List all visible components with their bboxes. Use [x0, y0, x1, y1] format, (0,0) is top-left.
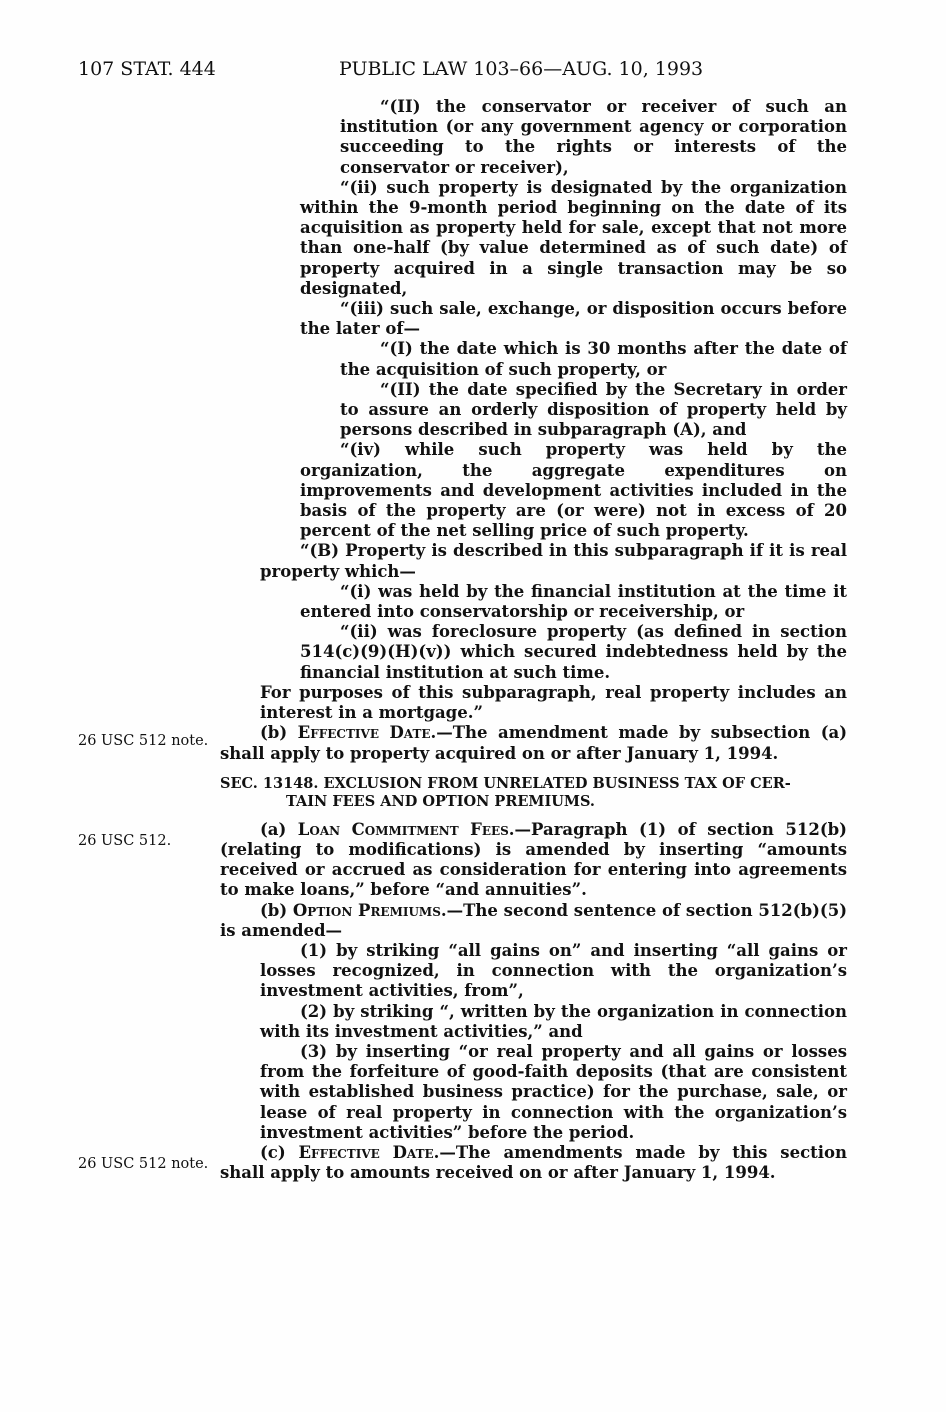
paragraph-text: —The second sentence of section 512(b)(5) is amended—	[220, 900, 848, 940]
paragraph: (3) by inserting “or real property and all gains or losses from the forfeiture of good-faith deposits (that are consistent with established business practice) for the purchase, sale, or lease of real property in connection with the organization’s investment activities” before the period.	[260, 1041, 847, 1142]
paragraph-heading: Effective Date.	[297, 723, 437, 743]
section-heading-line: SEC. 13148. EXCLUSION FROM UNRELATED BUSINESS TAX OF CER-	[220, 774, 791, 792]
margin-note: 26 USC 512 note.	[78, 733, 209, 749]
public-law-title: PUBLIC LAW 103–66—AUG. 10, 1993	[339, 58, 704, 80]
paragraph-heading: Effective Date.	[298, 1142, 440, 1162]
margin-note: 26 USC 512 note.	[78, 1156, 209, 1172]
paragraph: “(ii) was foreclosure property (as defined in section 514(c)(9)(H)(v)) which secured indebtedness held by the financial institution at such time.	[300, 622, 847, 682]
paragraph: “(iii) such sale, exchange, or disposition occurs before the later of—	[300, 299, 847, 339]
paragraph-option-premiums: (b) Option Premiums.—The second sentence of section 512(b)(5) is amended—	[220, 900, 848, 940]
paragraph: For purposes of this subparagraph, real property includes an interest in a mortgage.”	[260, 682, 847, 723]
paragraph-heading: Option Premiums.	[292, 900, 447, 920]
paragraph-heading: Loan Commitment Fees.	[297, 819, 515, 839]
page-header	[78, 58, 878, 86]
paragraph: (2) by striking “, written by the organization in connection with its investment activities,” and	[260, 1001, 847, 1041]
paragraph: “(II) the date specified by the Secretary in order to assure an orderly disposition of property held by persons described in subparagraph (A), and	[340, 379, 847, 440]
margin-note: 26 USC 512.	[78, 833, 172, 849]
section-heading	[220, 775, 847, 811]
paragraph: “(ii) such property is designated by the organization within the 9-month period beginning on the date of its acquisition as property held for sale, except that not more than one-half (by value determined as of such date) of property acquired in a single transaction may be so designated,	[300, 177, 847, 298]
paragraph-effective-date: (b) Effective Date.—The amendment made by subsection (a) shall apply to property acquired on or after January 1, 1994.	[220, 723, 847, 763]
paragraph: “(iv) while such property was held by the organization, the aggregate expenditures on improvements and development activities included in the basis of the property are (or were) not in excess of 20 percent of the net selling price of such property.	[300, 440, 847, 541]
body-text	[220, 97, 847, 1183]
paragraph: “(i) was held by the financial institution at the time it entered into conservatorship or receivership, or	[300, 581, 847, 622]
paragraph: (1) by striking “all gains on” and inserting “all gains or losses recognized, in connection with the organization’s investment activities, from”,	[260, 940, 847, 1001]
statute-page-number: 107 STAT. 444	[78, 58, 216, 80]
paragraph-loan-commitment-fees: (a) Loan Commitment Fees.—Paragraph (1) of section 512(b) (relating to modifications) is amended by inserting “amounts received or accrued as consideration for entering into agreements to make loans,” before “and annuities”.	[220, 819, 847, 900]
paragraph-text: —The amendment made by subsection (a) shall apply to property acquired on or after January 1, 1994.	[220, 723, 847, 763]
paragraph-effective-date: (c) Effective Date.—The amendments made by this section shall apply to amounts received on or after January 1, 1994.	[220, 1142, 848, 1183]
paragraph-text: —Paragraph (1) of section 512(b) (relating to modifications) is amended by inserting “amounts received or accrued as consideration for entering into agreements to make loans,” before “and annuities”.	[220, 819, 847, 900]
section-heading-line: TAIN FEES AND OPTION PREMIUMS.	[286, 792, 595, 810]
paragraph: “(II) the conservator or receiver of such an institution (or any government agency or corporation succeeding to the rights or interests of the conservator or receiver),	[340, 97, 847, 177]
paragraph: “(B) Property is described in this subparagraph if it is real property which—	[260, 541, 847, 581]
paragraph: “(I) the date which is 30 months after the date of the acquisition of such property, or	[340, 339, 847, 379]
paragraph-text: —The amendments made by this section shall apply to amounts received on or after January 1, 1994.	[220, 1142, 848, 1183]
